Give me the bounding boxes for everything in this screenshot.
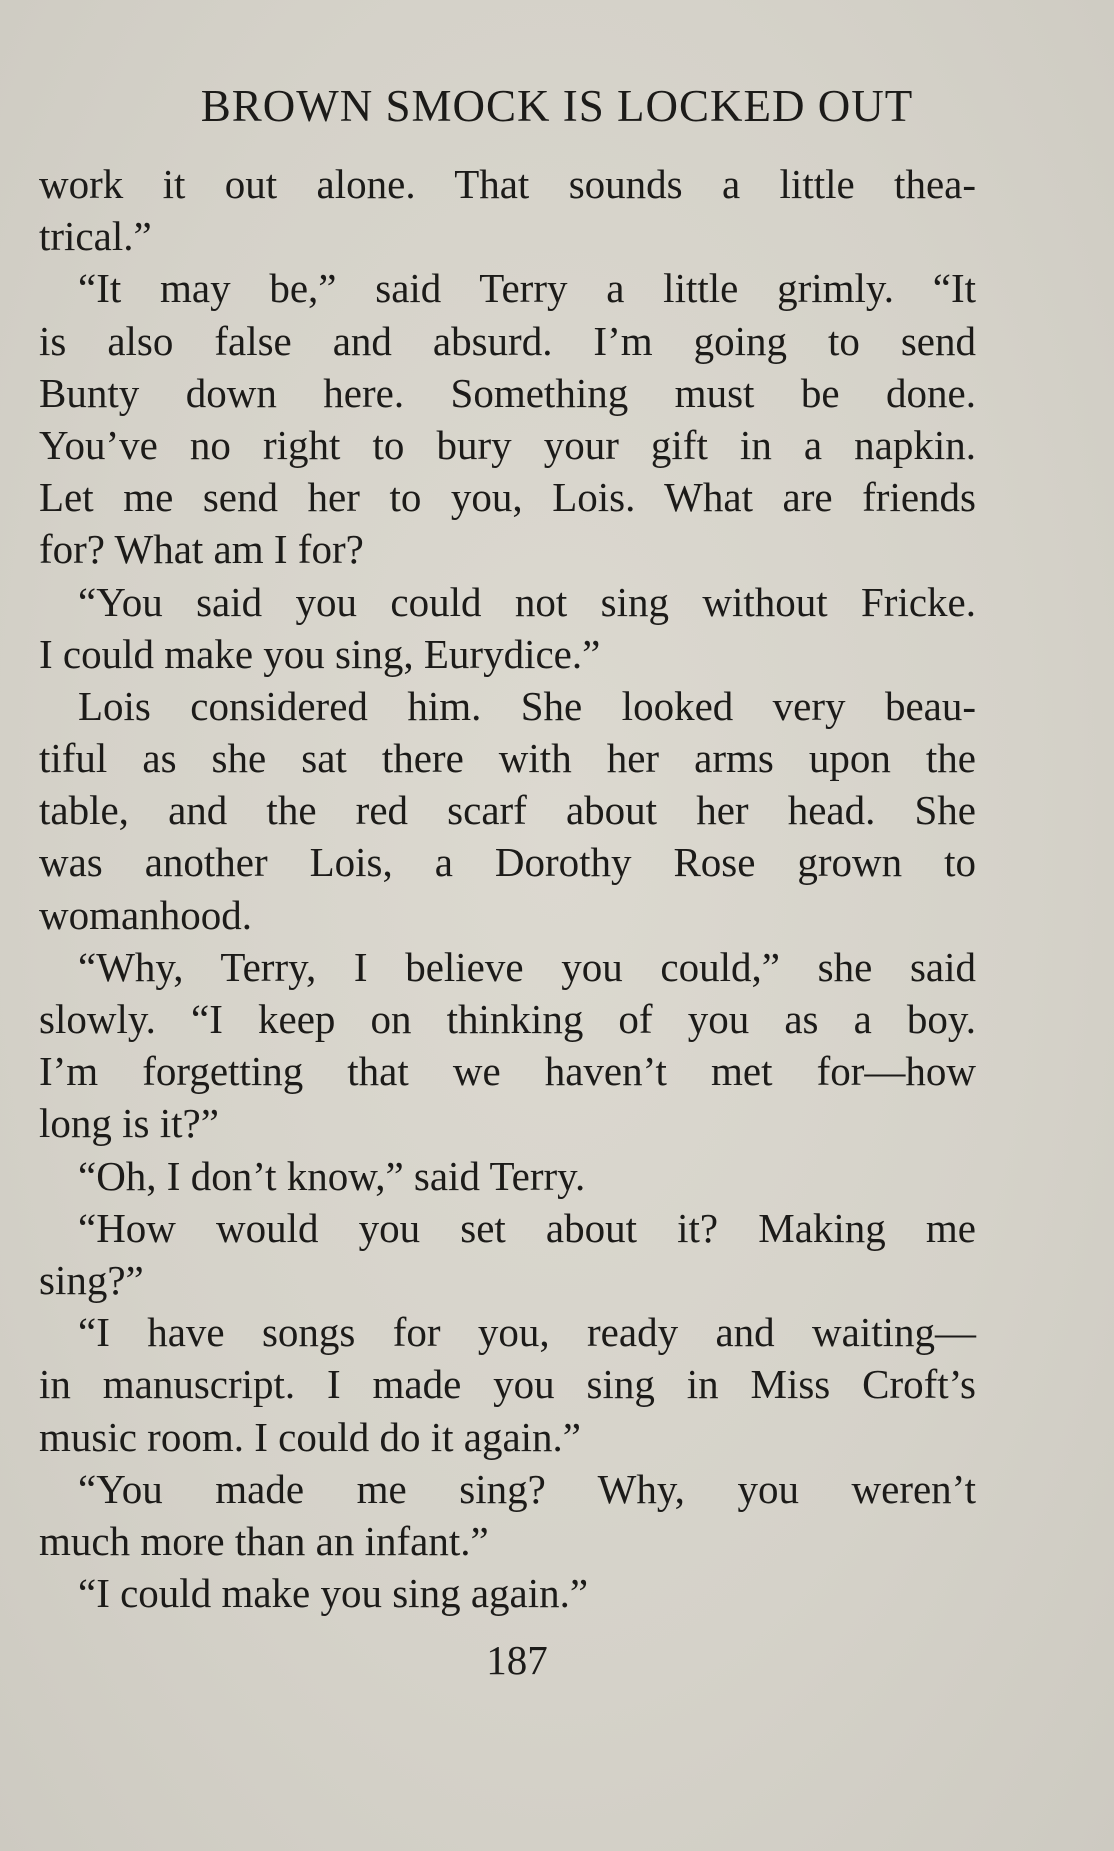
text-line: “I could make you sing again.” [78,1570,589,1617]
text-line: was another Lois, a Dorothy Rose grown to [39,839,976,886]
text-line: You’ve no right to bury your gift in a napkin. [39,421,976,468]
text-line: Let me send her to you, Lois. What are friends [39,474,976,521]
text-line: “Oh, I don’t know,” said Terry. [78,1152,586,1199]
text-line: Bunty down here. Something must be done. [39,369,976,416]
text-line: long is it?” [39,1100,219,1147]
text-line: “I have songs for you, ready and waiting— [78,1309,976,1356]
text-line: “You said you could not sing without Fricke. [78,578,976,625]
text-line: “Why, Terry, I believe you could,” she said [78,943,976,990]
text-line: work it out alone. That sounds a little thea- [39,161,976,207]
body-text [39,158,976,1619]
text-line: sing?” [39,1256,144,1303]
text-line: trical.” [39,213,152,260]
text-line: “You made me sing? Why, you weren’t [78,1465,976,1512]
text-line: tiful as she sat there with her arms upon the [39,735,976,782]
text-line: table, and the red scarf about her head. She [39,787,976,834]
text-line: I’m forgetting that we haven’t met for—how [39,1048,976,1095]
text-line: “It may be,” said Terry a little grimly. “It [78,265,976,312]
text-line: slowly. “I keep on thinking of you as a boy. [39,996,976,1042]
text-line: music room. I could do it again.” [39,1413,581,1460]
text-line: for? What am I for? [39,526,364,573]
text-line: in manuscript. I made you sing in Miss Croft’s [39,1361,976,1408]
text-line: womanhood. [39,891,252,938]
text-line: “How would you set about it? Making me [78,1204,976,1251]
page-number: 187 [486,1637,548,1683]
text-line: Lois considered him. She looked very beau- [78,682,976,729]
text-line: I could make you sing, Eurydice.” [39,630,601,677]
text-line: much more than an infant.” [39,1517,489,1564]
text-line: is also false and absurd. I’m going to send [39,317,976,364]
running-head: BROWN SMOCK IS LOCKED OUT [200,81,914,131]
